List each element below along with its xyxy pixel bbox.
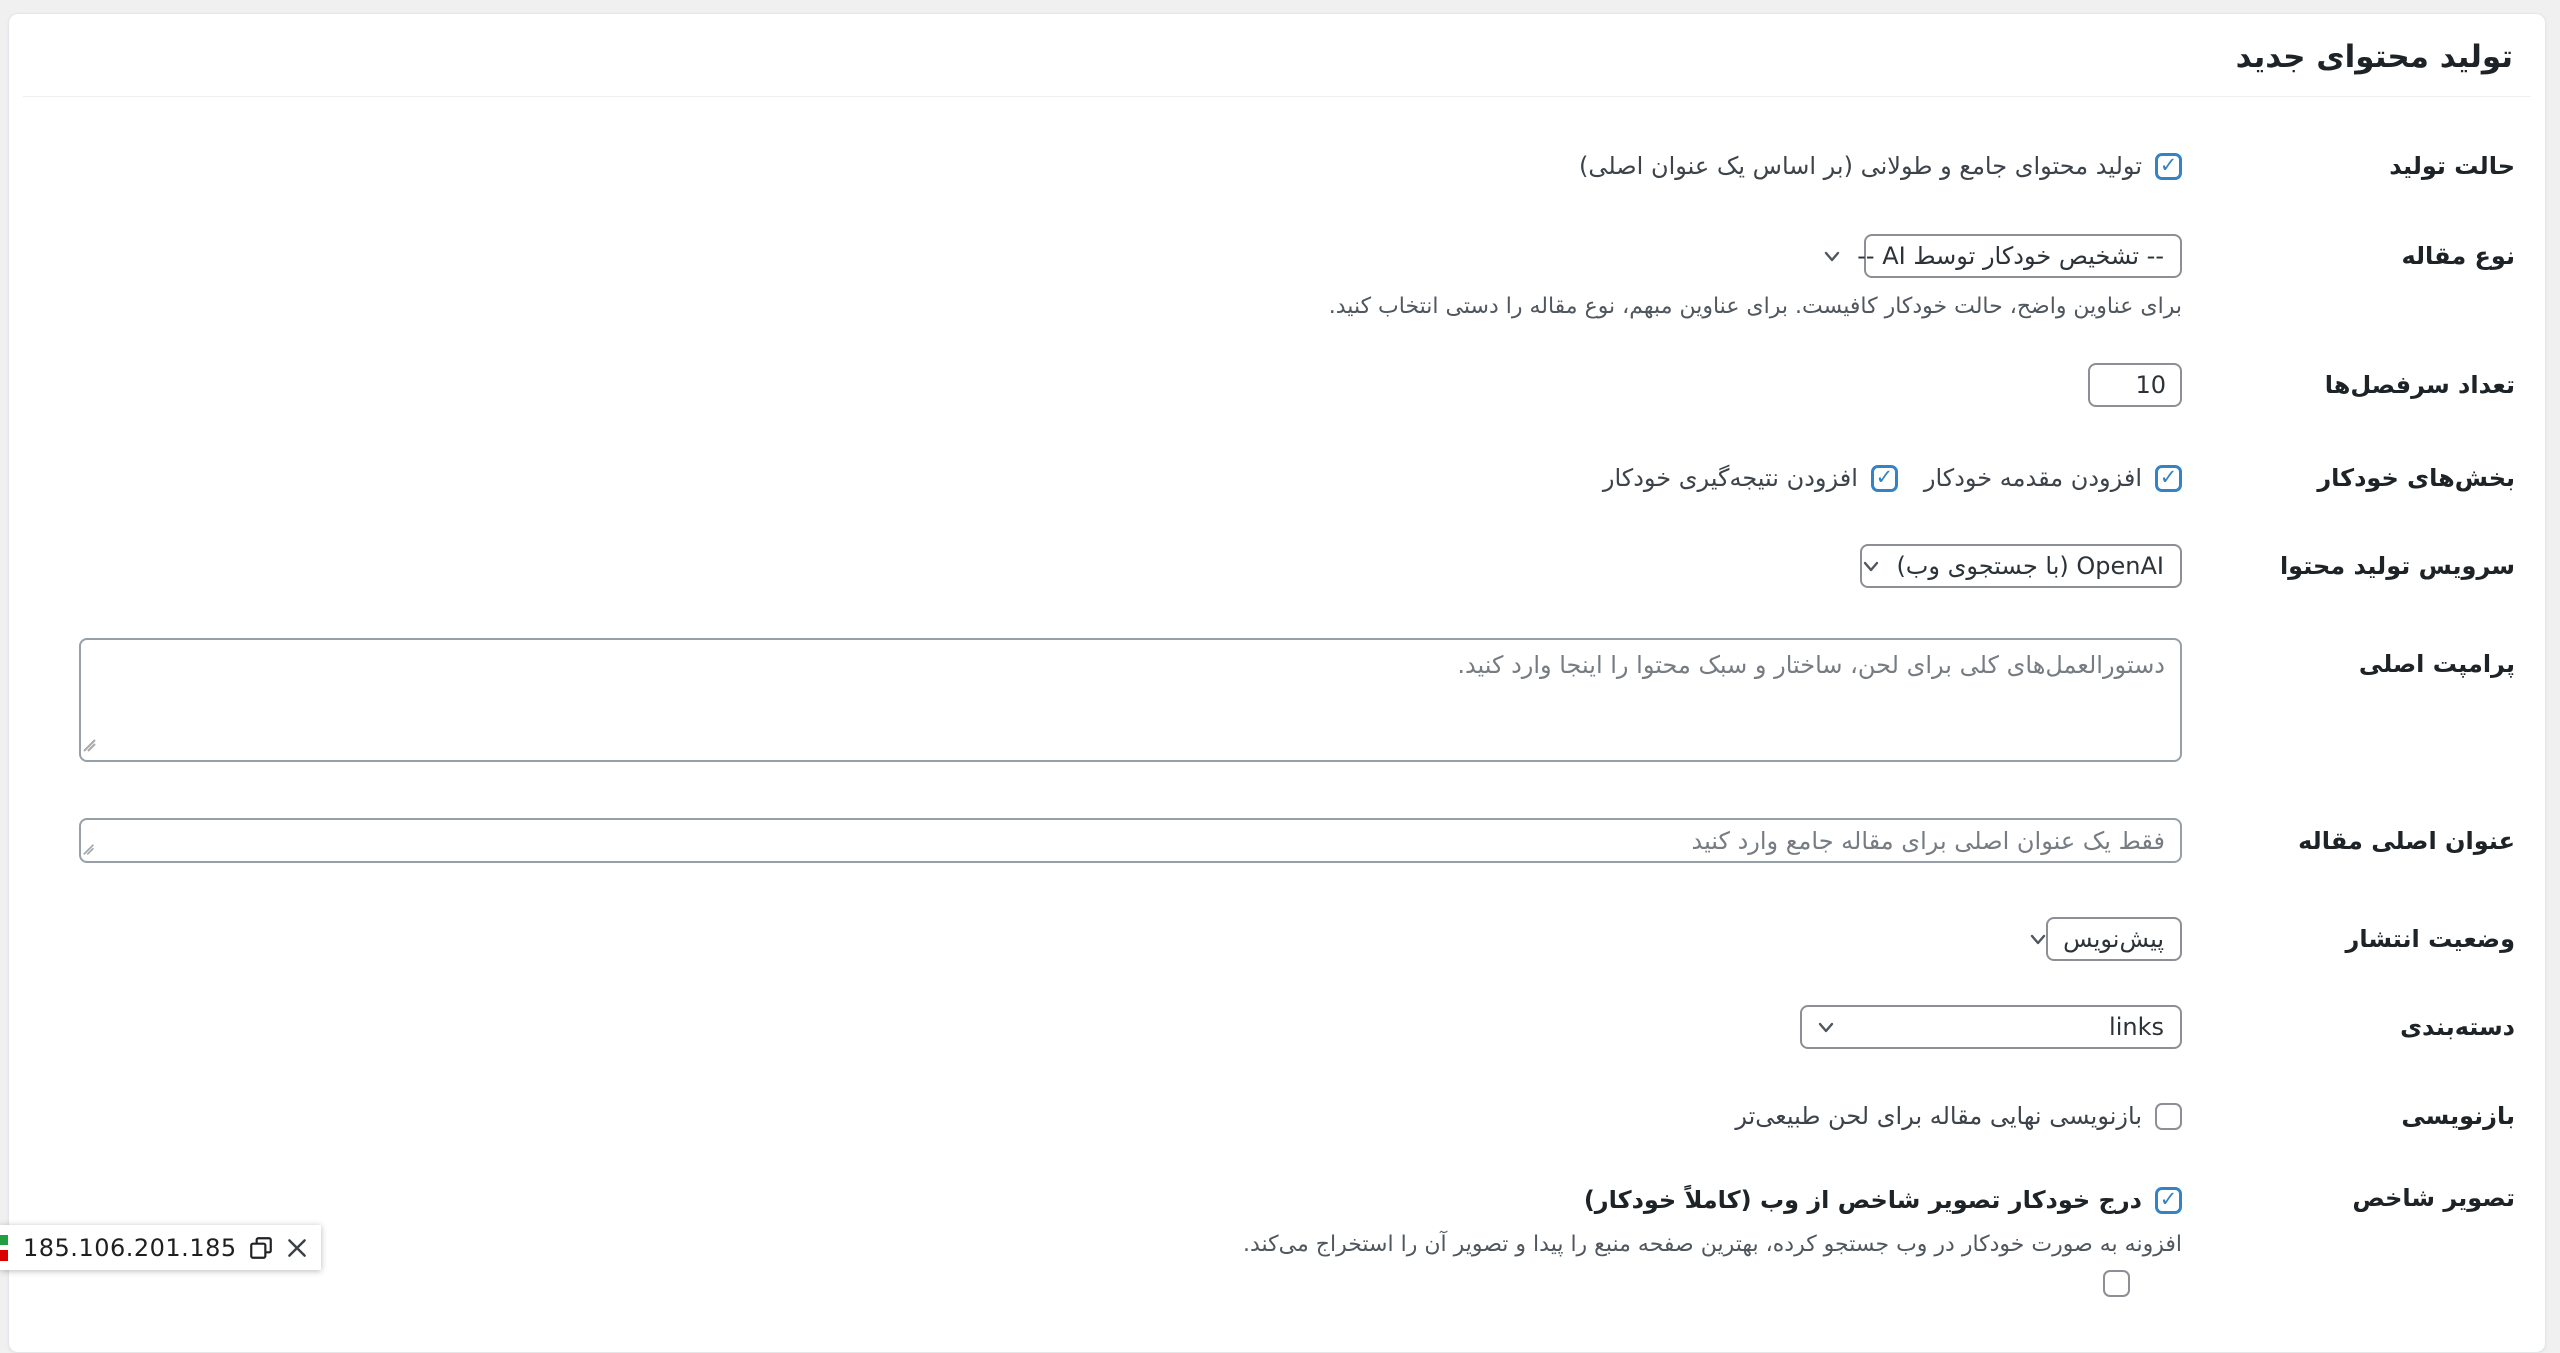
ip-address-text: 185.106.201.185 <box>23 1233 237 1262</box>
content-card <box>8 13 2546 1353</box>
featured-image-label: تصویر شاخص <box>2352 1184 2515 1212</box>
category-select[interactable] <box>1800 1005 2182 1049</box>
form-row-category <box>79 1005 2515 1049</box>
main-title-label: عنوان اصلی مقاله <box>2298 826 2515 855</box>
category-select-value: links <box>2109 1013 2164 1041</box>
form-row-featured-image <box>79 1185 2515 1297</box>
content-service-select[interactable] <box>1860 544 2182 588</box>
check-icon: ✓ <box>2159 153 2178 177</box>
chevron-down-icon <box>1815 1016 1837 1038</box>
publish-status-label: وضعیت انتشار <box>2345 925 2515 953</box>
auto-conclusion-checkbox[interactable] <box>1871 465 1898 492</box>
heading-count-input[interactable] <box>2088 363 2182 407</box>
chevron-down-icon <box>1860 555 1882 577</box>
form-row-content-service <box>79 544 2515 588</box>
check-icon: ✓ <box>2159 465 2178 489</box>
form-row-publish-status <box>79 917 2515 961</box>
content-generation-form <box>9 97 2545 1297</box>
article-type-label: نوع مقاله <box>2401 242 2515 270</box>
card-header <box>9 14 2545 75</box>
content-service-label: سرویس تولید محتوا <box>2279 552 2515 580</box>
article-type-help-text: برای عناوین واضح، حالت خودکار کافیست. برای عناوین مبهم، نوع مقاله را دستی انتخاب کنید. <box>1328 294 2182 319</box>
content-service-select-value: OpenAI (با جستجوی وب) <box>1896 552 2164 580</box>
check-icon: ✓ <box>1875 465 1894 489</box>
featured-image-checkbox[interactable] <box>2155 1187 2182 1214</box>
featured-image-help-text: افزونه به صورت خودکار در وب جستجو کرده، بهترین صفحه منبع را پیدا و تصویر آن را استخراج می‌کند. <box>1243 1232 2182 1257</box>
form-row-main-prompt <box>79 638 2515 762</box>
category-label: دسته‌بندی <box>2400 1013 2515 1041</box>
comprehensive-mode-checkbox[interactable] <box>2155 153 2182 180</box>
rewrite-checkbox[interactable] <box>2155 1103 2182 1130</box>
check-icon: ✓ <box>2159 1187 2178 1211</box>
chevron-down-icon <box>2027 928 2049 950</box>
form-row-generation-mode <box>79 151 2515 181</box>
page-title: تولید محتوای جدید <box>2235 39 2513 75</box>
auto-sections-label: بخش‌های خودکار <box>2317 464 2515 492</box>
rewrite-label: بازنویسی <box>2401 1102 2515 1130</box>
form-row-main-title <box>79 818 2515 863</box>
comprehensive-mode-checkbox-label: تولید محتوای جامع و طولانی (بر اساس یک عنوان اصلی) <box>1578 152 2142 180</box>
auto-conclusion-checkbox-label: افزودن نتیجه‌گیری خودکار <box>1602 464 1858 492</box>
form-row-article-type <box>79 234 2515 323</box>
heading-count-label: تعداد سرفصل‌ها <box>2324 371 2515 399</box>
rewrite-checkbox-label: بازنویسی نهایی مقاله برای لحن طبیعی‌تر <box>1735 1102 2142 1130</box>
article-type-select[interactable] <box>1857 234 2182 278</box>
form-row-rewrite <box>79 1101 2515 1131</box>
close-icon[interactable] <box>285 1236 309 1260</box>
chevron-down-icon <box>1821 245 1843 267</box>
auto-intro-checkbox[interactable] <box>2155 465 2182 492</box>
publish-status-select[interactable] <box>2046 917 2182 961</box>
form-row-heading-count <box>79 363 2515 407</box>
generation-mode-label: حالت تولید <box>2389 152 2515 180</box>
main-title-input[interactable] <box>79 818 2182 863</box>
publish-status-select-value: پیش‌نویس <box>2063 925 2164 953</box>
main-prompt-label: پرامپت اصلی <box>2358 650 2515 678</box>
ip-status-bar <box>0 1225 321 1270</box>
auto-intro-checkbox-label: افزودن مقدمه خودکار <box>1923 464 2142 492</box>
clipped-bottom-checkbox[interactable] <box>2103 1270 2130 1297</box>
form-row-auto-sections <box>79 463 2515 493</box>
featured-image-checkbox-label: درج خودکار تصویر شاخص از وب (کاملاً خودکار) <box>1583 1186 2142 1214</box>
main-prompt-textarea[interactable] <box>79 638 2182 762</box>
article-type-select-value: -- تشخیص خودکار توسط AI -- <box>1857 242 2164 270</box>
